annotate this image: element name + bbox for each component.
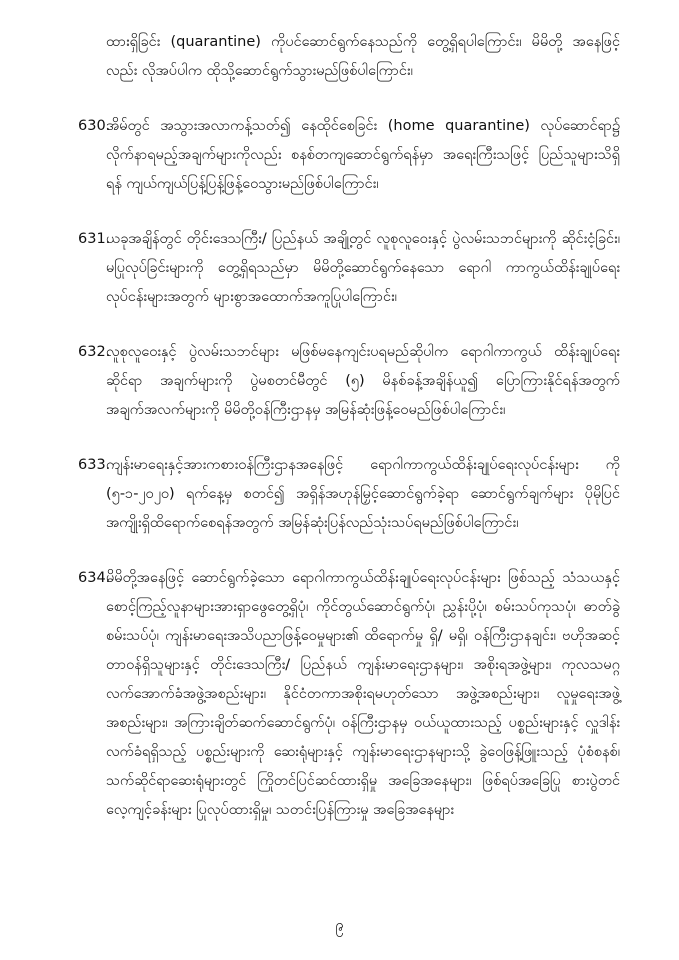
continuation-text: ထားရှိခြင်း (quarantine) ကိုပင်ဆောင်ရွက်နေသည်ကို တွေ့ရှိရပါကြောင်း၊ မိမိတို့ အနေဖြင့်လည်း လိုအပ်ပါက ထိုသို့ဆောင်ရွက်သွားမည်ဖြစ်ပါကြောင်း၊ xyxy=(106,34,620,79)
paragraph-text: ကျန်းမာရေးနှင့်အားကစားဝန်ကြီးဌာနအနေဖြင့် ရောဂါကာကွယ်ထိန်းချုပ်ရေးလုပ်ငန်းများ ကို (၅-၁-၂၀၂၀) ရက်နေ့မှ စတင်၍ အရှိန်အဟုန်မြှင့်ဆောင်ရွက်ခဲ့ရာ ဆောင်ရွက်ချက်များ ပိုမိုပြင် အကျိုးရှိထိရောက်စေရန်အတွက် အမြန်ဆုံးပြန်လည်သုံးသပ်ရမည်ဖြစ်ပါကြောင်း၊ xyxy=(106,457,620,531)
paragraph-number: 633. xyxy=(78,457,111,473)
paragraph-630 xyxy=(58,112,620,199)
paragraph-text: လူစုလူဝေးနှင့် ပွဲလမ်းသဘင်များ မဖြစ်မနေကျင်းပရမည်ဆိုပါက ရောဂါကာကွယ် ထိန်းချုပ်ရေးဆိုင်ရာ အချက်များကို ပွဲမစတင်မီတွင် (၅) မိနစ်ခန့်အချိန်ယူ၍ ပြောကြားနိုင်ရန်အတွက် အချက်အလက်များကို မိမိတို့ဝန်ကြီးဌာနမှ အမြန်ဆုံးဖြန့်ဝေမည်ဖြစ်ပါကြောင်း၊ xyxy=(106,344,620,418)
paragraph-633 xyxy=(58,451,620,538)
paragraph-number: 632. xyxy=(78,344,111,360)
paragraph-text: အိမ်တွင် အသွားအလာကန့်သတ်၍ နေထိုင်စေခြင်း (home quarantine) လုပ်ဆောင်ရာ၌ လိုက်နာရမည့်အချက်များကိုလည်း စနစ်တကျဆောင်ရွက်ရန်မှာ အရေးကြီးသဖြင့် ပြည်သူများသိရှိရန် ကျယ်ကျယ်ပြန့်ပြန့်ဖြန့်ဝေသွားမည်ဖြစ်ပါကြောင်း၊ xyxy=(106,118,620,192)
paragraph-632 xyxy=(58,338,620,425)
paragraph-text: မိမိတို့အနေဖြင့် ဆောင်ရွက်ခဲ့သော ရောဂါကာကွယ်ထိန်းချုပ်ရေးလုပ်ငန်းများ ဖြစ်သည့် သံသယနှင့် စောင့်ကြည့်လူနာများအားရှာဖွေတွေ့ရှိပုံ၊ ကိုင်တွယ်ဆောင်ရွက်ပုံ၊ ညွှန်းပို့ပုံ၊ စမ်းသပ်ကုသပုံ၊ ဓာတ်ခွဲစမ်းသပ်ပုံ၊ ကျန်းမာရေးအသိပညာဖြန့်ဝေမှုများ၏ ထိရောက်မှု ရှိ/ မရှိ၊ ဝန်ကြီးဌာနချင်း၊ ဗဟိုအဆင့်တာဝန်ရှိသူများနှင့် တိုင်းဒေသကြီး/ ပြည်နယ် ကျန်းမာရေးဌာနများ၊ အစိုးရအဖွဲ့များ၊ ကုလသမဂ္ဂလက်အောက်ခံအဖွဲ့အစည်းများ၊ နိုင်ငံတကာအစိုးရမဟုတ်သော အဖွဲ့အစည်းများ၊ လူမှုရေးအဖွဲ့အစည်းများ၊ အကြားချိတ်ဆက်ဆောင်ရွက်ပုံ၊ ဝန်ကြီးဌာနမှ ဝယ်ယူထားသည့် ပစ္စည်းများနှင့် လှူဒါန်းလက်ခံရရှိသည့် ပစ္စည်းများကို ဆေးရုံများနှင့် ကျန်းမာရေးဌာနများသို့ ခွဲဝေဖြန့်ဖြူးသည့် ပုံစံစနစ်၊ သက်ဆိုင်ရာဆေးရုံများတွင် ကြိုတင်ပြင်ဆင်ထားရှိမှု အခြေအနေများ၊ ဖြစ်ရပ်အခြေပြု စားပွဲတင်လေ့ကျင့်ခန်းများ ပြုလုပ်ထားရှိမှု၊ သတင်းပြန်ကြားမှု အခြေအနေများ xyxy=(106,570,620,818)
paragraph-number: 634. xyxy=(78,570,111,586)
paragraph-number: 630. xyxy=(78,118,111,134)
paragraph-634 xyxy=(58,564,620,825)
paragraph-text: ယခုအချိန်တွင် တိုင်းဒေသကြီး/ ပြည်နယ် အချို့တွင် လူစုလူဝေးနှင့် ပွဲလမ်းသဘင်များကို ဆိုင်းငံ့ခြင်း၊ မပြုလုပ်ခြင်းများကို တွေ့ရှိရသည်မှာ မိမိတို့ဆောင်ရွက်နေသော ရောဂါ ကာကွယ်ထိန်းချုပ်ရေးလုပ်ငန်းများအတွက် များစွာအထောက်အကူပြုပါကြောင်း၊ xyxy=(106,231,620,305)
page-content xyxy=(58,28,620,851)
paragraph-number: 631. xyxy=(78,231,111,247)
continuation-paragraph xyxy=(58,28,620,86)
paragraph-631 xyxy=(58,225,620,312)
page-number: ၉ xyxy=(335,916,344,934)
